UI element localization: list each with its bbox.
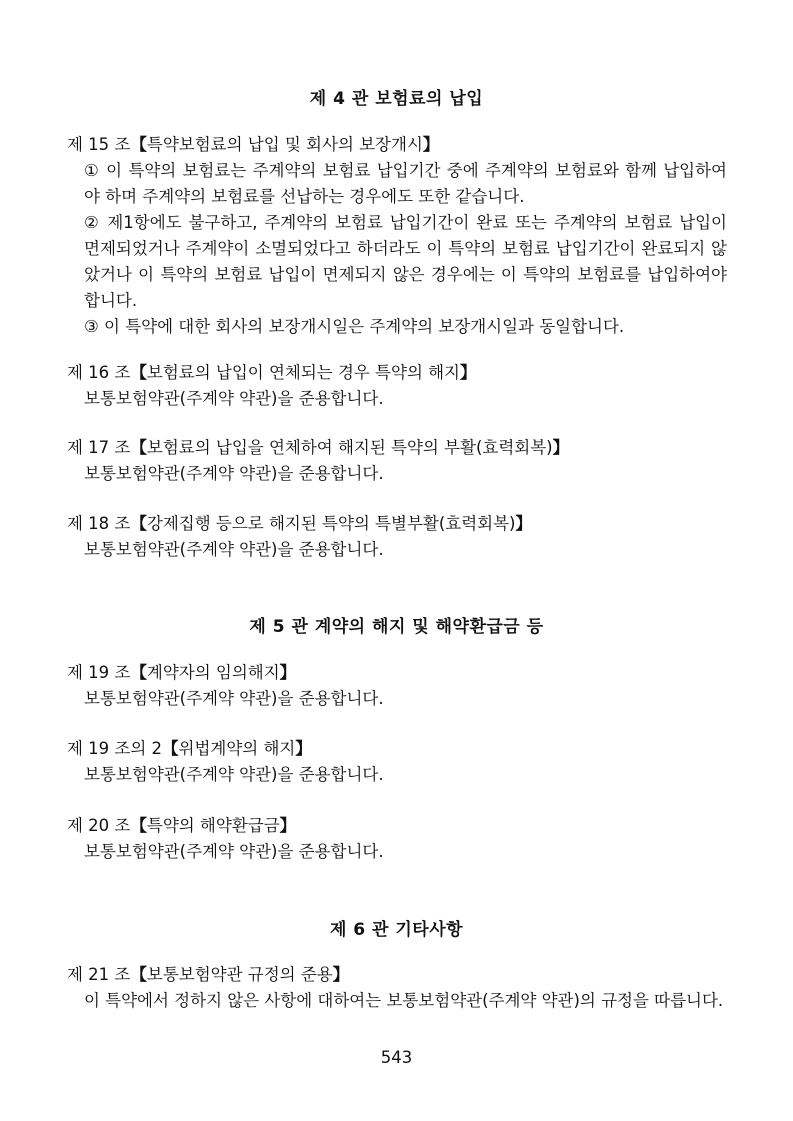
article-15 (67, 132, 727, 340)
article-paragraph-2: ② 제1항에도 불구하고, 주계약의 보험료 납입기간이 완료 또는 주계약의 보험료 납입이 면제되었거나 주계약이 소멸되었다고 하더라도 이 특약의 보험료 납입기간이 완료되지 않았거나 이 특약의 보험료 납입이 면제되지 않은 경우에는 이 특약의 보험료를 납입하여야 합니다. (84, 213, 727, 310)
article-body: 보통보험약관(주계약 약관)을 준용합니다. (84, 765, 384, 784)
article-17 (67, 435, 727, 487)
right-bracket: 】 (552, 438, 570, 457)
right-bracket: 】 (279, 663, 297, 682)
article-heading (67, 660, 727, 686)
article-19-2 (67, 736, 727, 788)
article-number: 제 21 조 (67, 965, 131, 984)
article-number: 제 19 조 (67, 663, 131, 682)
article-19 (67, 660, 727, 712)
article-18 (67, 511, 727, 563)
article-heading (67, 511, 727, 537)
left-bracket: 【 (130, 816, 147, 835)
article-title: 보험료의 납입이 연체되는 경우 특약의 해지 (146, 363, 461, 382)
article-21 (67, 962, 727, 1014)
page-number: 543 (380, 1048, 413, 1067)
article-heading (67, 132, 727, 158)
article-title: 특약의 해약환급금 (146, 816, 280, 835)
article-heading (67, 360, 727, 386)
article-number: 제 16 조 (67, 363, 131, 382)
article-title: 보험료의 납입을 연체하여 해지된 특약의 부활(효력회복) (146, 438, 553, 457)
right-bracket: 】 (295, 739, 312, 758)
right-bracket: 】 (422, 135, 440, 154)
left-bracket: 【 (130, 135, 147, 154)
chapter-title-4: 제 4 관 보험료의 납입 (309, 89, 484, 109)
left-bracket: 【 (130, 663, 147, 682)
right-bracket: 】 (332, 965, 350, 984)
article-16 (67, 360, 727, 412)
article-20 (67, 813, 727, 865)
article-body: 보통보험약관(주계약 약관)을 준용합니다. (84, 842, 384, 861)
left-bracket: 【 (130, 965, 147, 984)
chapter-title-6: 제 6 관 기타사항 (329, 920, 464, 940)
article-paragraph-1: ① 이 특약의 보험료는 주계약의 보험료 납입기간 중에 주계약의 보험료와 함께 납입하여야 하며 주계약의 보험료를 선납하는 경우에도 또한 같습니다. (84, 161, 727, 206)
left-bracket: 【 (130, 438, 147, 457)
right-bracket: 】 (279, 816, 297, 835)
right-bracket: 】 (460, 363, 477, 382)
article-number: 제 20 조 (67, 816, 131, 835)
right-bracket: 】 (515, 514, 532, 533)
article-body: 보통보험약관(주계약 약관)을 준용합니다. (84, 689, 384, 708)
article-title: 특약보험료의 납입 및 회사의 보장개시 (146, 135, 423, 154)
left-bracket: 【 (130, 514, 147, 533)
article-title: 계약자의 임의해지 (146, 663, 280, 682)
article-heading (67, 813, 727, 839)
left-bracket: 【 (130, 363, 147, 382)
article-title: 보통보험약관 규정의 준용 (146, 965, 333, 984)
article-heading (67, 962, 727, 988)
article-body: 이 특약에서 정하지 않은 사항에 대하여는 보통보험약관(주계약 약관)의 규정을 따릅니다. (84, 991, 724, 1010)
article-paragraph-3: ③ 이 특약에 대한 회사의 보장개시일은 주계약의 보장개시일과 동일합니다. (84, 317, 625, 336)
article-heading (67, 435, 727, 461)
article-title: 위법계약의 해지 (178, 739, 296, 758)
article-body: 보통보험약관(주계약 약관)을 준용합니다. (84, 389, 384, 408)
article-number: 제 15 조 (67, 135, 131, 154)
article-body: 보통보험약관(주계약 약관)을 준용합니다. (84, 540, 384, 559)
chapter-title-5: 제 5 관 계약의 해지 및 해약환급금 등 (249, 617, 544, 637)
article-number: 제 17 조 (67, 438, 131, 457)
article-number: 제 19 조의 2 (67, 739, 163, 758)
left-bracket: 【 (162, 739, 179, 758)
article-body: 보통보험약관(주계약 약관)을 준용합니다. (84, 464, 384, 483)
article-title: 강제집행 등으로 해지된 특약의 특별부활(효력회복) (146, 514, 516, 533)
article-heading (67, 736, 727, 762)
article-number: 제 18 조 (67, 514, 131, 533)
